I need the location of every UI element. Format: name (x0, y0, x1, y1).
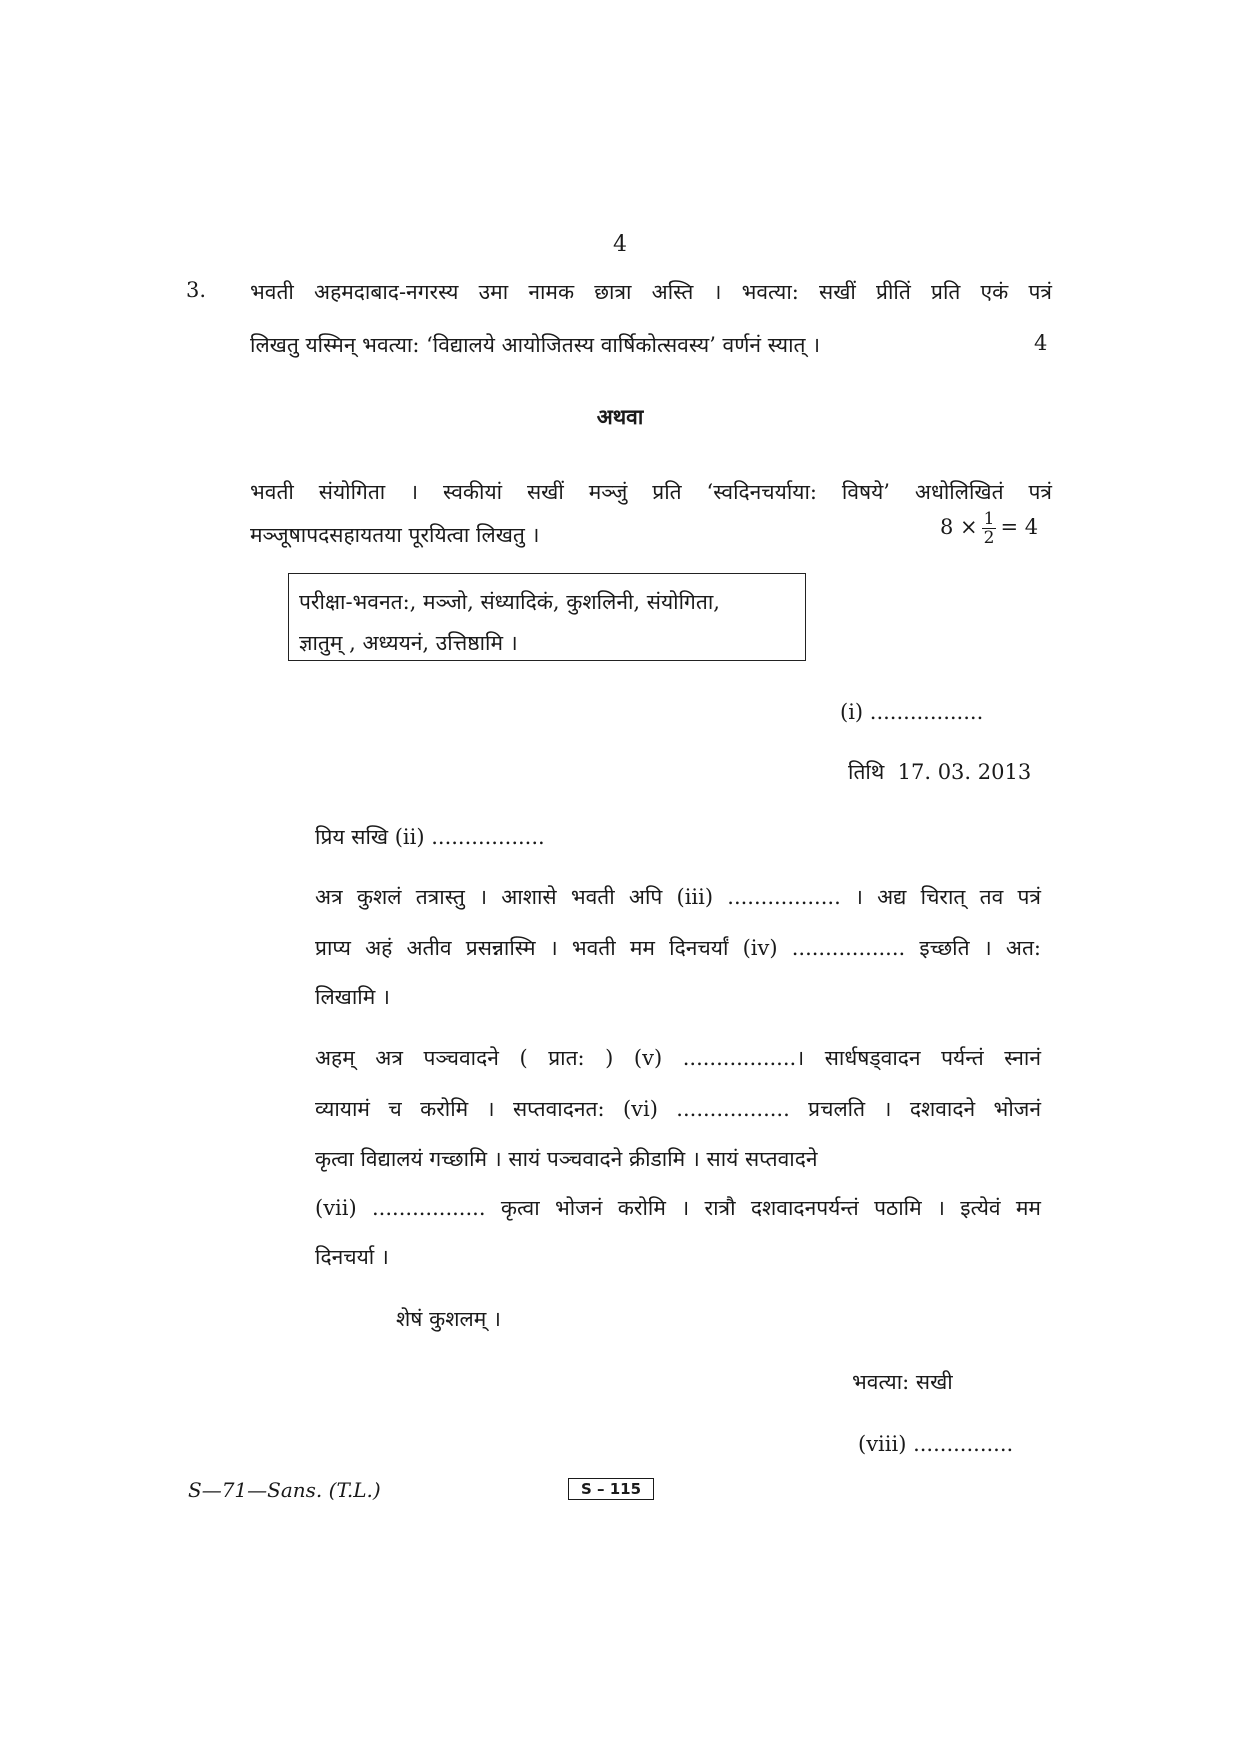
para2-line-3: कृत्वा विद्यालयं गच्छामि । सायं पञ्चवादने क्रीडामि । सायं सप्तवादने (315, 1147, 818, 1171)
marks-prefix: 8 × (940, 515, 978, 539)
word-box-line-1: परीक्षा-भवनत:, मञ्जो, संध्यादिकं, कुशलिनी, संयोगिता, (299, 590, 720, 614)
page-number: 4 (613, 232, 627, 257)
letter-signoff: भवत्या: सखी (852, 1370, 953, 1394)
para2-line-4: (vii) ................. कृत्वा भोजनं करोमि । रात्रौ दशवादनपर्यन्तं पठामि । इत्येवं मम (315, 1196, 1041, 1220)
letter-salutation: प्रिय सखि (ii) ................. (315, 825, 545, 849)
para2-line-5: दिनचर्या । (315, 1245, 389, 1269)
question-number: 3. (186, 278, 207, 302)
fraction-numerator: 1 (983, 509, 995, 529)
alternative-line-1: भवती संयोगिता । स्वकीयां सखीं मञ्जुं प्रति ‘स्वदिनचर्याया: विषये’ अधोलिखितं पत्रं (250, 480, 1052, 504)
para2-line-2: व्यायामं च करोमि । सप्तवादनत: (vi) ................. प्रचलति । दशवादने भोजनं (315, 1097, 1041, 1121)
para1-line-3: लिखामि । (315, 985, 390, 1009)
half-fraction (982, 510, 997, 547)
word-box-line-2: ज्ञातुम् , अध्ययनं, उत्तिष्ठामि । (299, 631, 518, 655)
para1-line-1: अत्र कुशलं तत्रास्तु । आशासे भवती अपि (iii) ................. । अद्य चिरात् तव पत्रं (315, 885, 1041, 909)
fraction-denominator: 2 (983, 528, 995, 548)
footer-page-box: S – 115 (568, 1478, 654, 1500)
footer-code: S—71—Sans. (T.L.) (188, 1478, 381, 1502)
question-line-2: लिखतु यस्मिन् भवत्या: ‘विद्यालये आयोजितस्य वार्षिकोत्सवस्य’ वर्णनं स्यात् । (250, 333, 821, 357)
letter-date: तिथि 17. 03. 2013 (848, 760, 1032, 784)
letter-address: (i) ................. (840, 700, 984, 724)
or-heading: अथवा (596, 404, 644, 429)
question-line-1: भवती अहमदाबाद-नगरस्य उमा नामक छात्रा अस्ति । भवत्या: सखीं प्रीतिं प्रति एकं पत्रं (250, 280, 1052, 304)
alternative-marks (940, 510, 1038, 547)
question-marks: 4 (1034, 331, 1048, 355)
marks-suffix: = 4 (1000, 515, 1039, 539)
para2-line-1: अहम् अत्र पञ्चवादने ( प्रात: ) (v) .................। सार्धषड्वादन पर्यन्तं स्नानं (315, 1046, 1041, 1070)
letter-closing: शेषं कुशलम् । (396, 1307, 501, 1331)
word-box (288, 573, 806, 661)
alternative-line-2: मञ्जूषापदसहायतया पूरयित्वा लिखतु । (250, 523, 540, 547)
letter-signature: (viii) ............... (858, 1432, 1014, 1456)
para1-line-2: प्राप्य अहं अतीव प्रसन्नास्मि । भवती मम दिनचर्यां (iv) ................. इच्छति । अत: (315, 936, 1041, 960)
